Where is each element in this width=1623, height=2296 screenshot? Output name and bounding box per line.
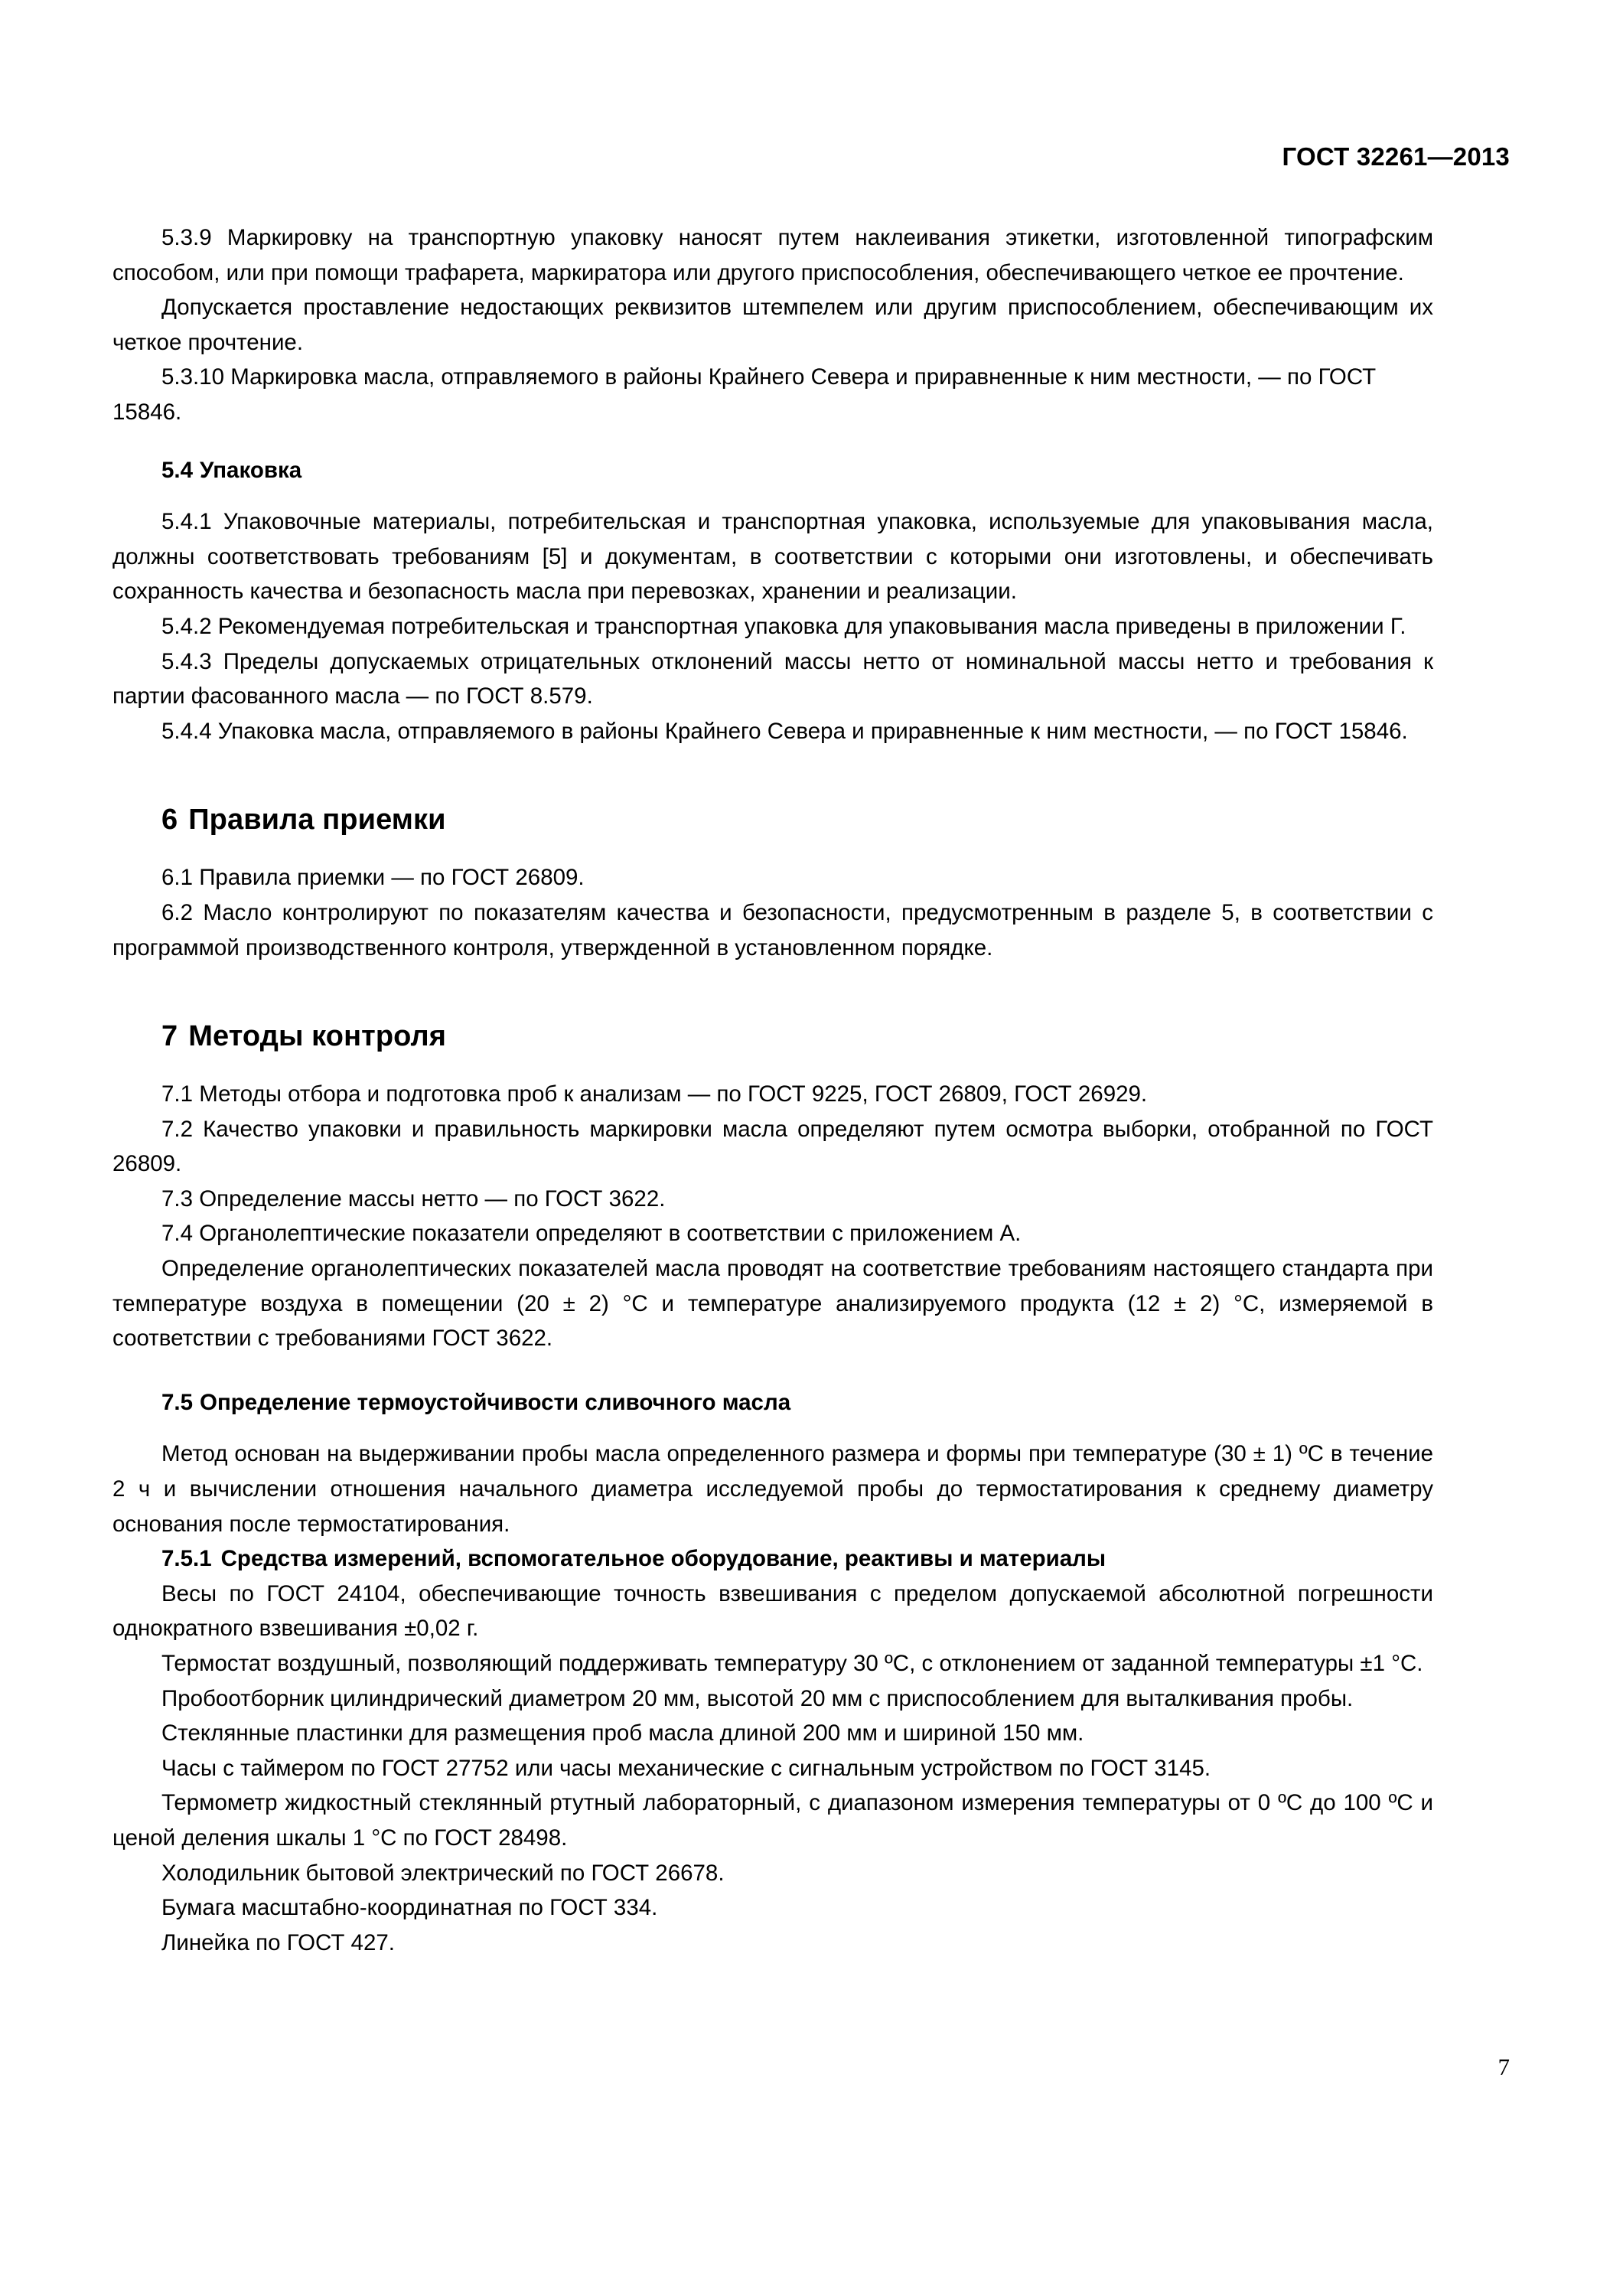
paragraph-equipment-clock: Часы с таймером по ГОСТ 27752 или часы механические с сигнальным устройством по ГОСТ 3145.	[161, 1755, 1211, 1781]
spacer	[112, 748, 1433, 802]
paragraph-6-1: 6.1 Правила приемки — по ГОСТ 26809.	[161, 865, 585, 891]
heading-5-4-number: 5.4	[161, 457, 194, 483]
page-body-content	[112, 220, 1433, 1960]
spacer	[112, 837, 1433, 860]
spacer	[112, 1054, 1433, 1077]
heading-7-5-1	[112, 1541, 1433, 1577]
paragraph-5-4-1: 5.4.1 Упаковочные материалы, потребительская и транспортная упаковка, используемые для упаковывания масла, должны соответствовать требованиям [5] и документам, в соответствии с которыми они изготовлены, и обеспечивать сохранность качества и безопасность масла при перевозках, хранении и реализации.	[112, 509, 1433, 605]
heading-section-6-number: 6	[161, 804, 178, 837]
paragraph-6-2: 6.2 Масло контролируют по показателям качества и безопасности, предусмотренным в разделе 5, в соответствии с программой производственного контроля, утвержденной в установленном порядке.	[112, 899, 1433, 960]
paragraph-5-3-10: 5.3.10 Маркировка масла, отправляемого в районы Крайнего Севера и приравненные к ним местности, — по ГОСТ 15846.	[112, 364, 1377, 425]
paragraph-equipment-thermometer: Термометр жидкостный стеклянный ртутный лабораторный, с диапазоном измерения температуры от 0 ºС до 100 ºС и ценой деления шкалы 1 °С по ГОСТ 28498.	[112, 1790, 1433, 1851]
heading-5-4	[112, 453, 1433, 488]
heading-7-5-number: 7.5	[161, 1389, 194, 1415]
paragraph-equipment-plates: Стеклянные пластинки для размещения проб масла длиной 200 мм и шириной 150 мм.	[161, 1720, 1084, 1746]
paragraph-5-4-3: 5.4.3 Пределы допускаемых отрицательных отклонений массы нетто от номинальной массы нетто и требования к партии фасованного масла — по ГОСТ 8.579.	[112, 648, 1433, 709]
paragraph-equipment-scales: Весы по ГОСТ 24104, обеспечивающие точность взвешивания с пределом допускаемой абсолютной погрешности однократного взвешивания ±0,02 г.	[112, 1580, 1433, 1642]
standard-code: ГОСТ 32261—2013	[1282, 142, 1510, 171]
heading-7-5-1-number: 7.5.1	[161, 1546, 212, 1572]
paragraph-7-4: 7.4 Органолептические показатели определяют в соответствии с приложением А.	[161, 1221, 1022, 1247]
paragraph-7-2: 7.2 Качество упаковки и правильность маркировки масла определяют путем осмотра выборки, отобранной по ГОСТ 26809.	[112, 1116, 1433, 1177]
heading-7-5-1-label: Средства измерений, вспомогательное оборудование, реактивы и материалы	[220, 1546, 1106, 1572]
paragraph-7-3: 7.3 Определение массы нетто — по ГОСТ 3622.	[161, 1186, 666, 1212]
paragraph-5-4-2: 5.4.2 Рекомендуемая потребительская и транспортная упаковка для упаковывания масла приведены в приложении Г.	[161, 613, 1406, 639]
paragraph-equipment-thermostat: Термостат воздушный, позволяющий поддерживать температуру 30 ºС, с отклонением от заданной температуры ±1 °С.	[161, 1651, 1423, 1676]
paragraph-7-4-note: Определение органолептических показателей масла проводят на соответствие требованиям настоящего стандарта при температуре воздуха в помещении (20 ± 2) °С и температуре анализируемого продукта (12 ± 2) °С, измеряемой в соответствии с требованиями ГОСТ 3622.	[112, 1256, 1433, 1352]
spacer	[112, 430, 1433, 453]
paragraph-5-4-4: 5.4.4 Упаковка масла, отправляемого в районы Крайнего Севера и приравненные к ним местности, — по ГОСТ 15846.	[161, 718, 1408, 744]
page-number: 7	[1498, 2053, 1510, 2080]
paragraph-7-1: 7.1 Методы отбора и подготовка проб к анализам — по ГОСТ 9225, ГОСТ 26809, ГОСТ 26929.	[161, 1081, 1148, 1107]
spacer	[112, 488, 1433, 504]
heading-7-5-label: Определение термоустойчивости сливочного масла	[200, 1389, 791, 1415]
heading-section-6-label: Правила приемки	[188, 804, 446, 837]
spacer	[112, 965, 1433, 1019]
paragraph-5-3-9-note: Допускается проставление недостающих реквизитов штемпелем или другим приспособлением, обеспечивающим их четкое прочтение.	[112, 295, 1433, 355]
heading-section-7-label: Методы контроля	[188, 1020, 447, 1053]
paragraph-5-3-9: 5.3.9 Маркировку на транспортную упаковку наносят путем наклеивания этикетки, изготовленной типографским способом, или при помощи трафарета, маркиратора или другого приспособления, обеспечивающего четкое ее прочтение.	[112, 225, 1433, 285]
paragraph-equipment-fridge: Холодильник бытовой электрический по ГОСТ 26678.	[161, 1860, 725, 1886]
heading-5-4-label: Упаковка	[200, 457, 302, 483]
heading-section-7	[112, 1019, 1433, 1054]
page-running-header	[112, 142, 1510, 177]
paragraph-7-5-method: Метод основан на выдерживании пробы масла определенного размера и формы при температуре (30 ± 1) ºС в течение 2 ч и вычислении отношения начального диаметра исследуемой пробы до термостатирования к среднему диаметру основания после термостатирования.	[112, 1441, 1433, 1537]
paragraph-equipment-sampler: Пробоотборник цилиндрический диаметром 20 мм, высотой 20 мм с приспособлением для выталкивания пробы.	[161, 1685, 1354, 1711]
paragraph-equipment-ruler: Линейка по ГОСТ 427.	[161, 1929, 395, 1955]
heading-7-5	[112, 1385, 1433, 1420]
heading-section-6	[112, 802, 1433, 837]
heading-section-7-number: 7	[161, 1020, 178, 1053]
paragraph-equipment-paper: Бумага масштабно-координатная по ГОСТ 334.	[161, 1895, 658, 1921]
spacer	[112, 1420, 1433, 1437]
spacer	[112, 1356, 1433, 1385]
